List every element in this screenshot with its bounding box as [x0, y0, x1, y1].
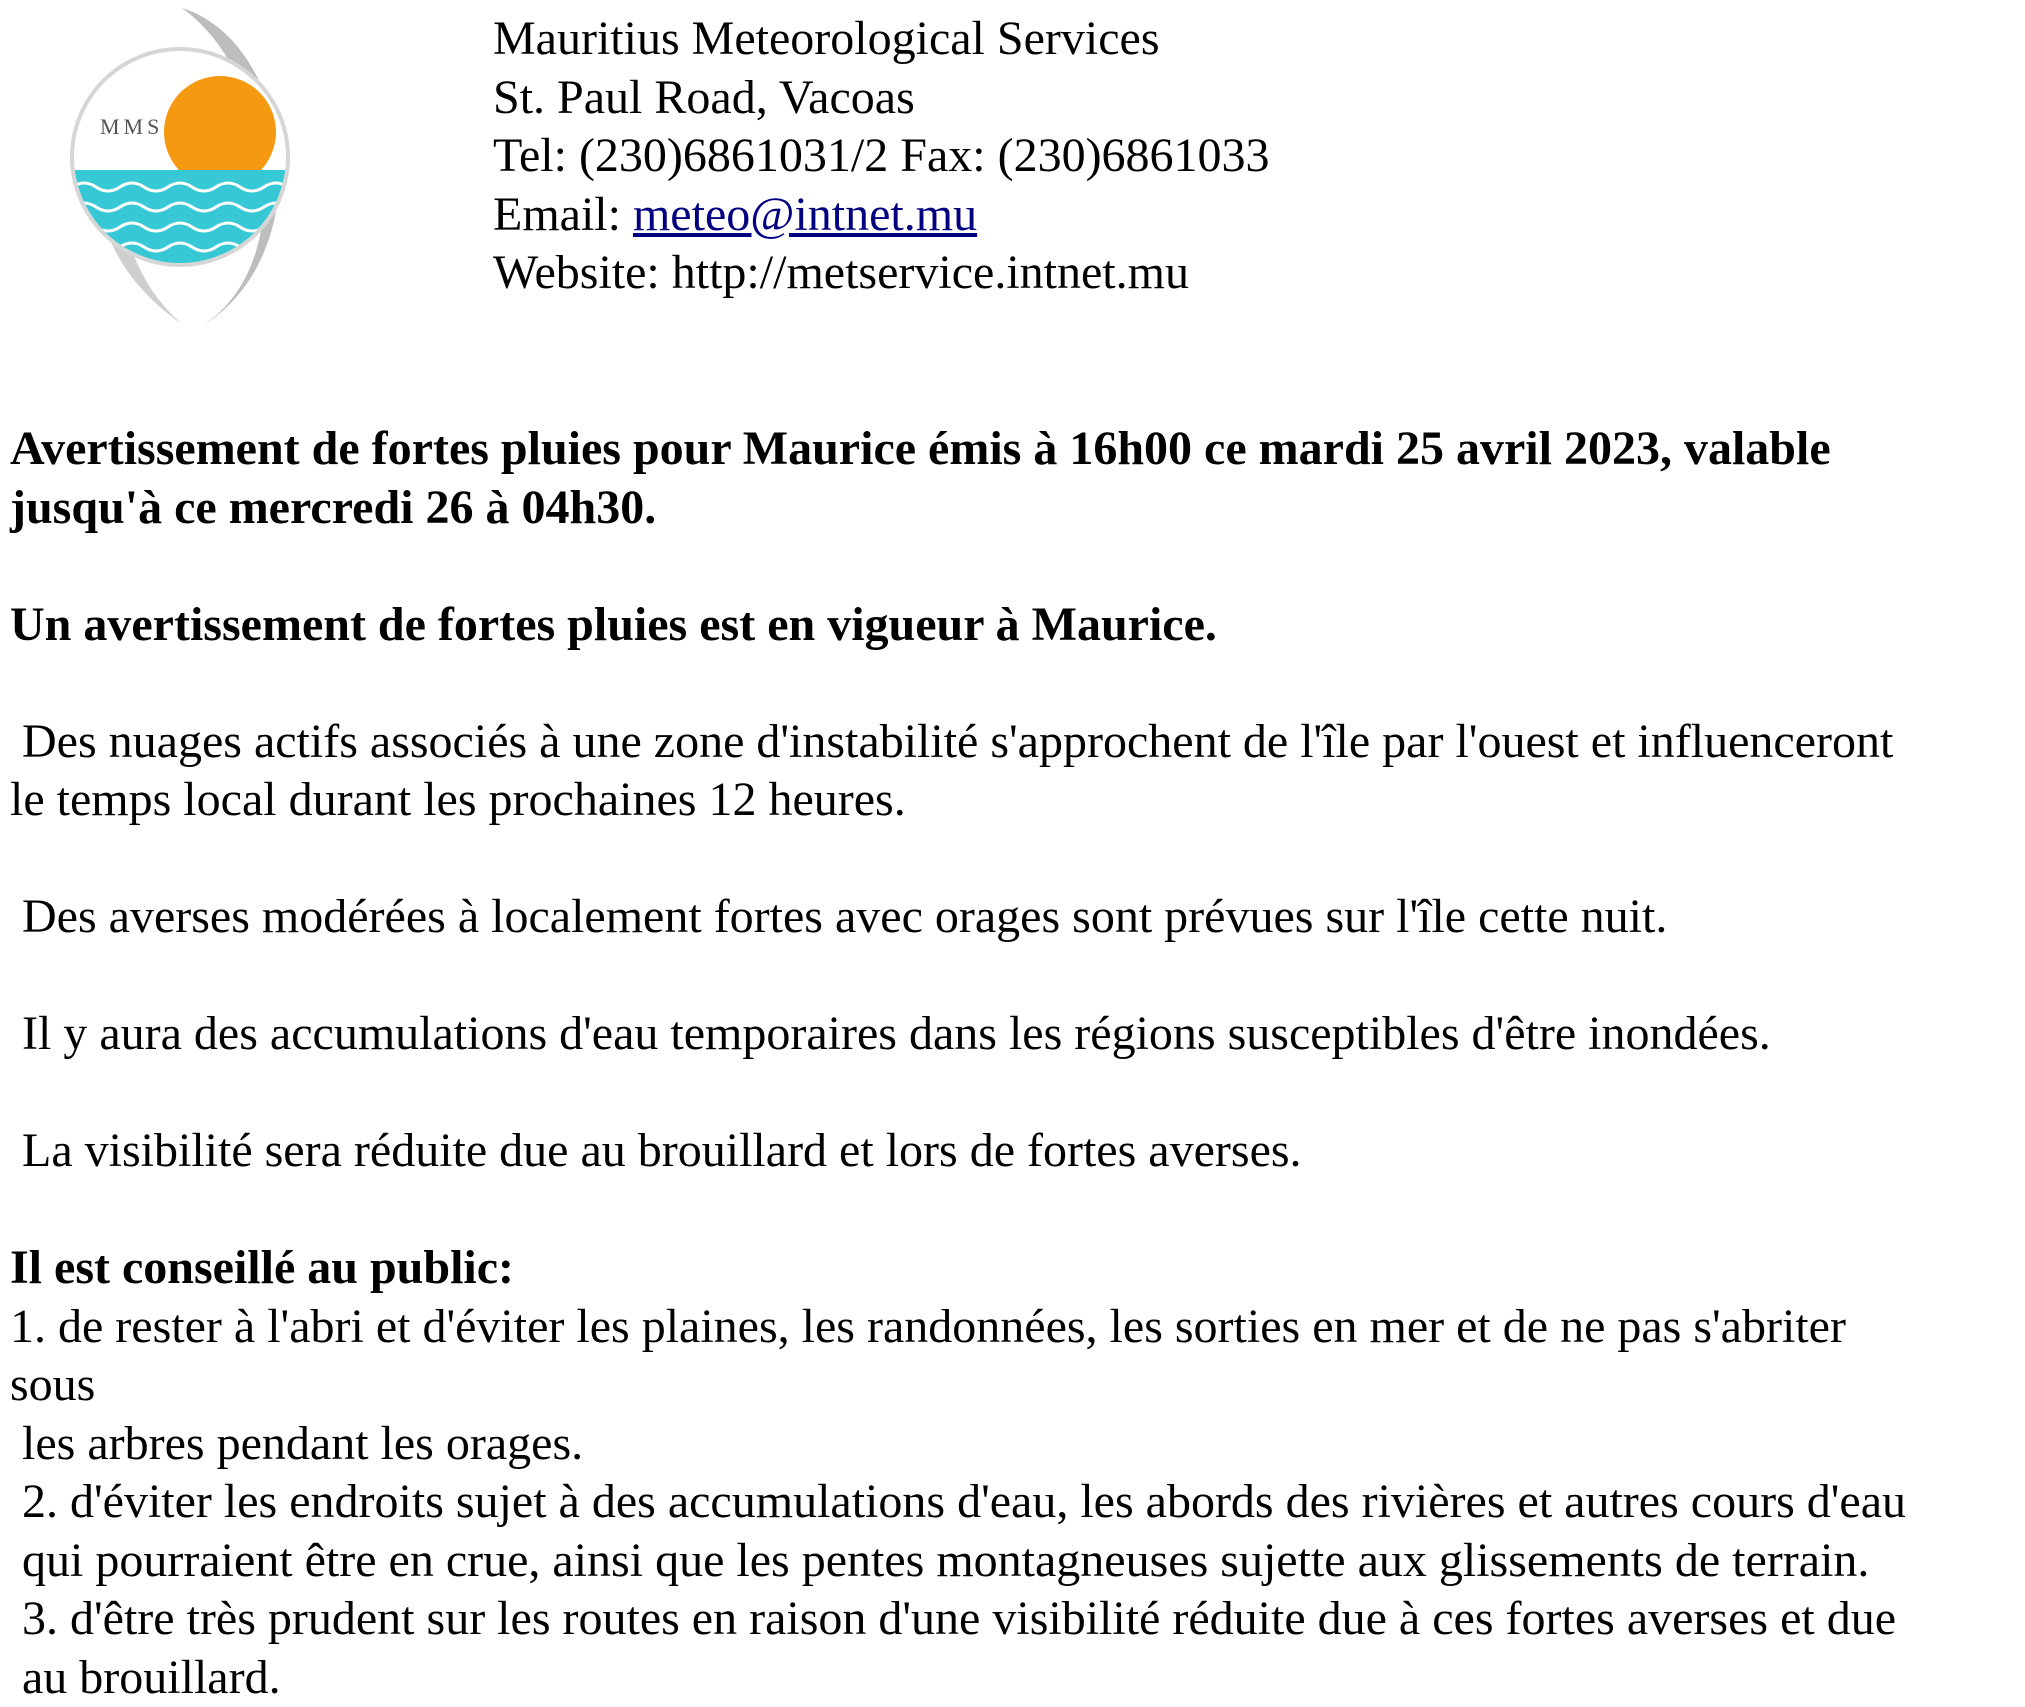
- paragraph-line: le temps local durant les prochaines 12 heures.: [10, 771, 2015, 830]
- forecast-paragraph: [10, 1122, 2015, 1181]
- advice-line: 1. de rester à l'abri et d'éviter les plaines, les randonnées, les sorties en mer et de ne pas s'abriter: [10, 1298, 2015, 1357]
- website: Website: http://metservice.intnet.mu: [493, 244, 1270, 303]
- advice-line: 2. d'éviter les endroits sujet à des accumulations d'eau, les abords des rivières et autres cours d'eau: [10, 1473, 2015, 1532]
- address: St. Paul Road, Vacoas: [493, 69, 1270, 128]
- advice-heading: Il est conseillé au public:: [10, 1239, 2015, 1298]
- bulletin-title-line: jusqu'à ce mercredi 26 à 04h30.: [10, 479, 2015, 538]
- bulletin-title-line: Avertissement de fortes pluies pour Maurice émis à 16h00 ce mardi 25 avril 2023, valable: [10, 420, 2015, 479]
- warning-status: [10, 596, 2015, 655]
- advice-line: les arbres pendant les orages.: [10, 1415, 2015, 1474]
- mms-logo: [62, 2, 312, 332]
- email-label: Email:: [493, 188, 633, 241]
- paragraph-line: Des averses modérées à localement fortes avec orages sont prévues sur l'île cette nuit.: [10, 888, 2015, 947]
- bulletin-title: [10, 420, 2015, 537]
- public-advice: [10, 1239, 2015, 1707]
- email-link[interactable]: meteo@intnet.mu: [633, 188, 977, 241]
- phone-fax: Tel: (230)6861031/2 Fax: (230)6861033: [493, 127, 1270, 186]
- forecast-paragraph: [10, 1005, 2015, 1064]
- paragraph-line: Il y aura des accumulations d'eau temporaires dans les régions susceptibles d'être inondées.: [10, 1005, 2015, 1064]
- email-line: [493, 186, 1270, 245]
- advice-line: au brouillard.: [10, 1649, 2015, 1707]
- advice-line: sous: [10, 1356, 2015, 1415]
- forecast-paragraph: [10, 888, 2015, 947]
- advice-line: qui pourraient être en crue, ainsi que les pentes montagneuses sujette aux glissements de terrain.: [10, 1532, 2015, 1591]
- warning-status-text: Un avertissement de fortes pluies est en vigueur à Maurice.: [10, 596, 2015, 655]
- forecast-paragraph: [10, 713, 2015, 830]
- paragraph-line: La visibilité sera réduite due au brouillard et lors de fortes averses.: [10, 1122, 2015, 1181]
- paragraph-line: Des nuages actifs associés à une zone d'instabilité s'approchent de l'île par l'ouest et influenceront: [10, 713, 2015, 772]
- advice-line: 3. d'être très prudent sur les routes en raison d'une visibilité réduite due à ces fortes averses et due: [10, 1590, 2015, 1649]
- contact-header: [493, 10, 1270, 303]
- logo-text: MMS: [100, 114, 163, 139]
- bulletin-body: [10, 420, 2015, 1707]
- org-name: Mauritius Meteorological Services: [493, 10, 1270, 69]
